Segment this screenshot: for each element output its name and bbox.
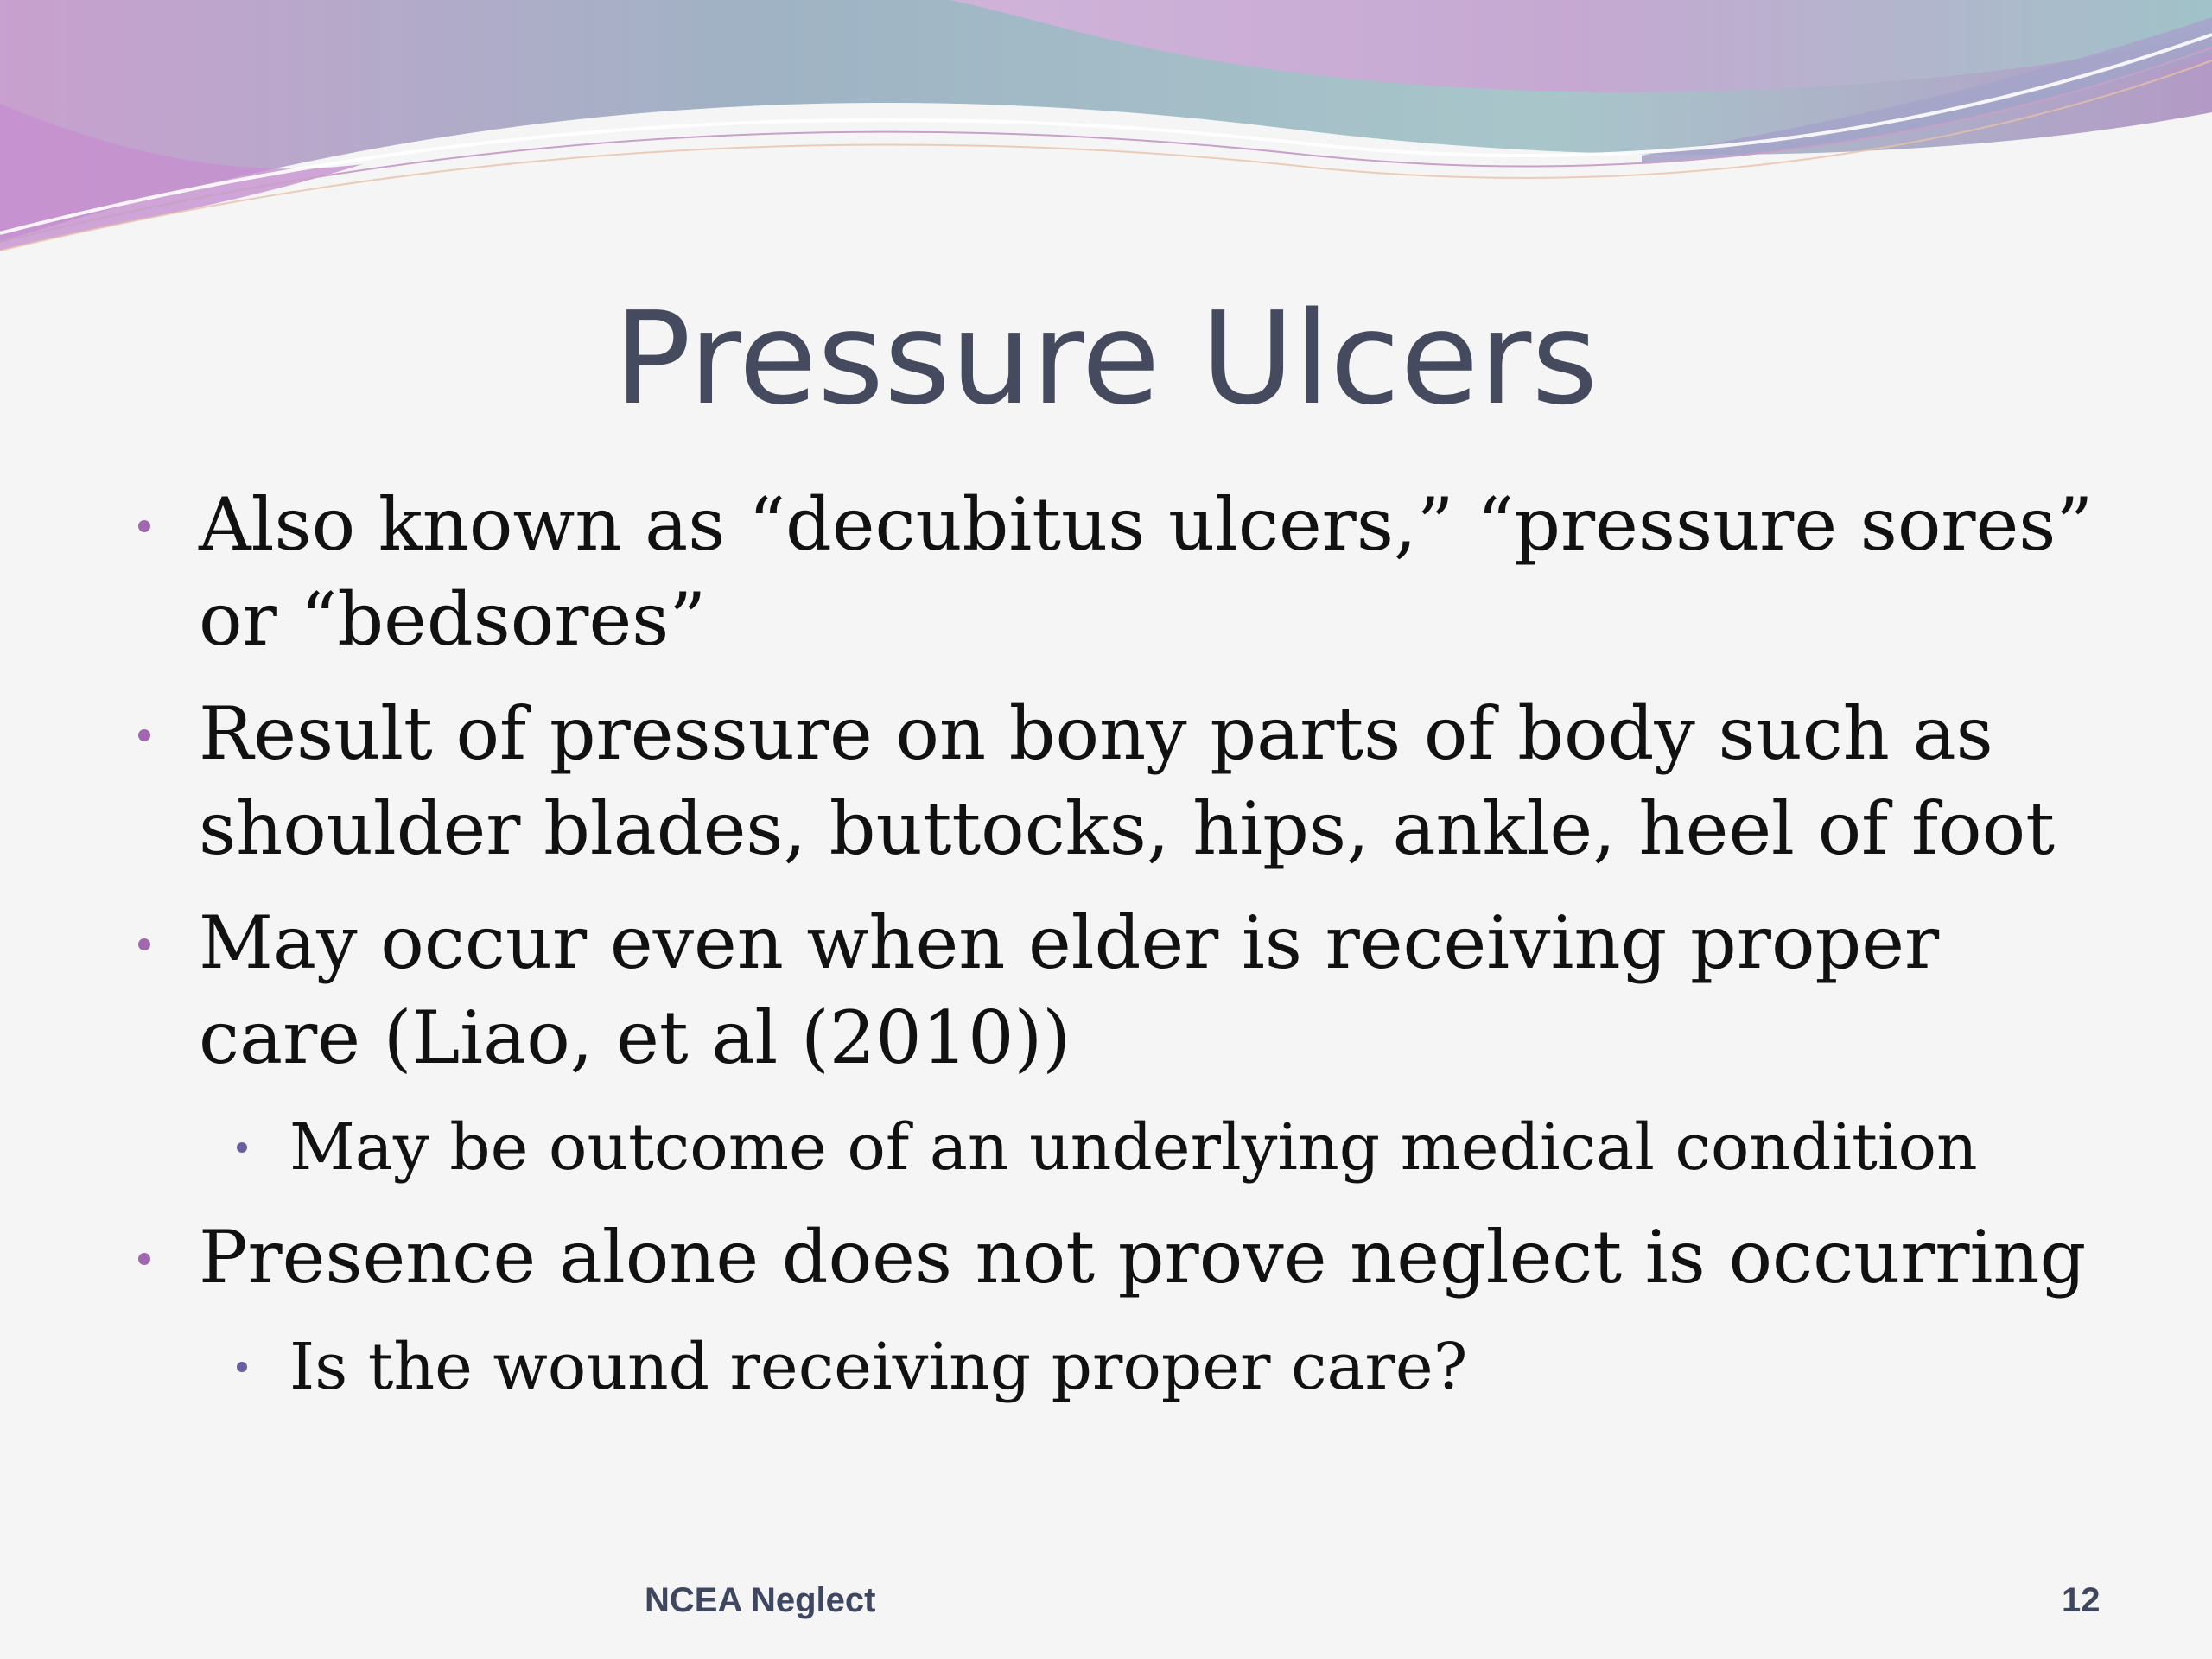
slide-footer: NCEA Neglect <box>645 1581 876 1619</box>
bullet-text: May occur even when elder is receiving proper care (Liao, et al (2010)) <box>199 900 1940 1080</box>
sub-bullet-text: Is the wound receiving proper care? <box>289 1330 1468 1404</box>
bullet-text: Result of pressure on bony parts of body such as shoulder blades, buttocks, hips, ankle, heel of foot <box>199 691 2055 871</box>
sub-bullet-dot-icon <box>237 1362 247 1372</box>
bullet-list <box>130 477 2117 1429</box>
bullet-dot-icon <box>138 520 150 532</box>
bullet-item <box>130 1210 2117 1305</box>
bullet-item <box>130 686 2117 876</box>
sub-bullet-dot-icon <box>237 1142 247 1153</box>
bullet-text: Also known as “decubitus ulcers,” “pressure sores” or “bedsores” <box>199 482 2094 662</box>
page-number: 12 <box>2062 1581 2101 1619</box>
bullet-dot-icon <box>138 938 150 950</box>
sub-bullet-item <box>130 1324 2117 1410</box>
header-wave-decoration <box>0 0 2212 285</box>
slide-title: Pressure Ulcers <box>613 284 1599 433</box>
sub-bullet-item <box>130 1104 2117 1191</box>
sub-bullet-text: May be outcome of an underlying medical condition <box>289 1110 1978 1185</box>
bullet-item <box>130 895 2117 1085</box>
bullet-text: Presence alone does not prove neglect is occurring <box>199 1215 2087 1300</box>
bullet-dot-icon <box>138 1253 150 1265</box>
bullet-item <box>130 477 2117 667</box>
bullet-dot-icon <box>138 729 150 741</box>
